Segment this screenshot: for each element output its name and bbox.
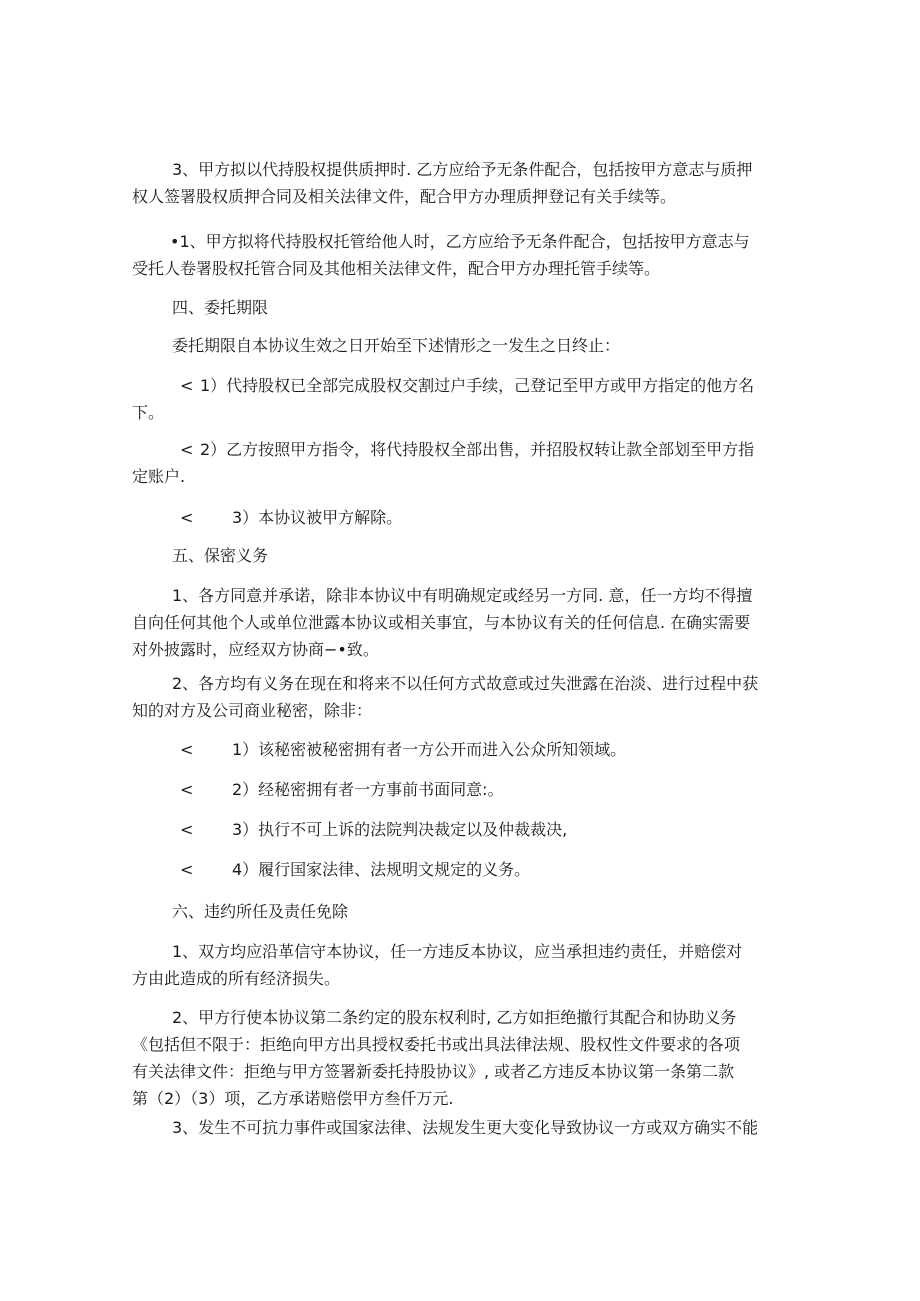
text-line: 方由此造成的所有经济损失。	[132, 969, 341, 988]
text-line: •1、甲方拟将代持股权托管给他人时，乙方应给予无条件配合，包括按甲方意志与	[170, 232, 750, 251]
text-line: 知的对方及公司商业秘密，除非：	[132, 701, 373, 720]
list-item-exception-2	[132, 776, 792, 803]
text-line: 4）履行国家法律、法规明文规定的义务。	[232, 860, 531, 879]
text-line: 2、甲方行使本协议第二条约定的股东权利时, 乙方如拒绝撤行其配合和协助义务	[172, 1008, 737, 1027]
text-line: 自向任何其他个人或单位泄露本协议或相关事宜，与本协议有关的任何信息. 在确实需要	[132, 613, 751, 632]
bullet-mark: <	[180, 780, 194, 799]
heading-text: 六、违约所任及责任免除	[172, 902, 349, 921]
text-line: 3、甲方拟以代持股权提供质押时. 乙方应给予无条件配合，包括按甲方意志与质押	[172, 160, 753, 179]
text-line: 1）该秘密被秘密拥有者一方公开而进入公众所知领域。	[232, 740, 627, 759]
paragraph-term-intro	[132, 332, 792, 359]
heading-text: 五、保密义务	[172, 546, 269, 565]
text-line: 3）执行不可上诉的法院判决裁定以及仲裁裁决,	[232, 820, 568, 839]
bullet-mark: <	[180, 820, 194, 839]
text-line: 3、发生不可抗力事件或国家法律、法规发生更大变化导致协议一方或双方确实不能	[172, 1118, 759, 1137]
heading-text: 四、委托期限	[172, 298, 269, 317]
text-line: 对外披露时，应经双方协商−•致。	[132, 640, 379, 659]
bullet-mark: <	[180, 860, 194, 879]
text-line: 1、各方同意并承诺，除非本协议中有明确规定或经另一方同. 意，任一方均不得擅	[172, 586, 753, 605]
list-item-exception-4	[132, 856, 792, 883]
text-line: 1）代持股权已全部完成股权交割过户手续，己登记至甲方或甲方指定的他方名	[200, 376, 755, 395]
section-heading-liability	[132, 898, 792, 925]
list-item-exception-1	[132, 736, 792, 763]
bullet-mark: <	[180, 740, 194, 759]
paragraph-force-majeure	[132, 1114, 792, 1141]
bullet-mark: <	[180, 376, 194, 395]
section-heading-term	[132, 294, 792, 321]
paragraph-liability-1	[132, 938, 792, 992]
text-line: 1、双方均应沿革信守本协议，任一方违反本协议，应当承担违约责任，并赔偿对	[172, 942, 743, 961]
section-heading-confidentiality	[132, 542, 792, 569]
paragraph-custody	[132, 228, 792, 282]
list-item-exception-3	[132, 816, 792, 843]
paragraph-pledge	[132, 156, 792, 210]
text-line: 委托期限自本协议生效之日开始至下述情形之一发生之日终止：	[172, 336, 621, 355]
paragraph-confidentiality-1	[132, 582, 792, 663]
text-line: 有关法律文件：拒绝与甲方签署新委托持股协议》, 或者乙方违反本协议第一条第二款	[132, 1062, 735, 1081]
text-line: 3）本协议被甲方解除。	[232, 508, 403, 527]
text-line: 2）乙方按照甲方指令，将代持股权全部出售，并招股权转让款全部划至甲方指	[200, 440, 755, 459]
bullet-mark: <	[180, 508, 194, 527]
bullet-mark: <	[180, 440, 194, 459]
text-line: 受托人卷署股权托管合同及其他相关法律文件，配合甲方办理托管手续等。	[132, 259, 661, 278]
text-line: 定账户.	[132, 467, 186, 486]
paragraph-liability-2	[132, 1004, 792, 1112]
text-line: 《包括但不限于：拒绝向甲方出具授权委托书或出具法律法规、股权性文件要求的各项	[132, 1035, 741, 1054]
text-line: 2、各方均有义务在现在和将来不以任何方式故意或过失泄露在治淡、进行过程中获	[172, 674, 759, 693]
list-item-term-1	[132, 372, 792, 426]
text-line: 下。	[132, 403, 165, 422]
paragraph-confidentiality-2	[132, 670, 792, 724]
text-line: 第（2）（3）项，乙方承诺赔偿甲方叁仟万元.	[132, 1089, 454, 1108]
list-item-term-3	[132, 504, 792, 531]
list-item-term-2	[132, 436, 792, 490]
text-line: 权人签署股权质押合同及相关法律文件，配合甲方办理质押登记有关手续等。	[132, 187, 677, 206]
text-line: 2）经秘密拥有者一方事前书面同意:。	[232, 780, 504, 799]
